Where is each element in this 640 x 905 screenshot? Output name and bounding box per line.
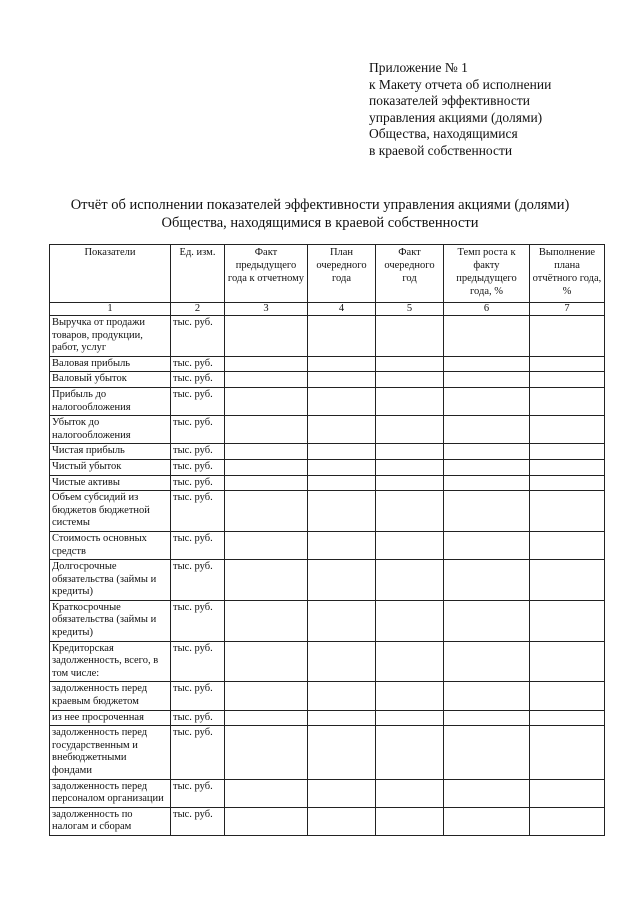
- value-cell[interactable]: [225, 316, 308, 357]
- value-cell[interactable]: [444, 459, 530, 475]
- value-cell[interactable]: [308, 682, 376, 710]
- value-cell[interactable]: [308, 779, 376, 807]
- table-row: [50, 807, 605, 835]
- value-cell[interactable]: [308, 560, 376, 601]
- column-number: 1: [50, 303, 171, 316]
- value-cell[interactable]: [308, 600, 376, 641]
- indicator-cell: Валовый убыток: [50, 372, 171, 388]
- unit-cell: тыс. руб.: [171, 491, 225, 532]
- value-cell[interactable]: [444, 475, 530, 491]
- value-cell[interactable]: [376, 807, 444, 835]
- table-row: [50, 491, 605, 532]
- indicator-cell: Выручка от продажи товаров, продукции, работ, услуг: [50, 316, 171, 357]
- value-cell[interactable]: [376, 600, 444, 641]
- appendix-line: Общества, находящимися: [369, 126, 518, 142]
- appendix-line: в краевой собственности: [369, 142, 513, 158]
- value-cell[interactable]: [444, 560, 530, 601]
- column-number: 7: [530, 303, 605, 316]
- table-row: [50, 372, 605, 388]
- value-cell[interactable]: [530, 491, 605, 532]
- value-cell[interactable]: [376, 531, 444, 559]
- value-cell[interactable]: [444, 387, 530, 415]
- value-cell[interactable]: [444, 726, 530, 779]
- value-cell[interactable]: [225, 726, 308, 779]
- value-cell[interactable]: [444, 682, 530, 710]
- table-row: [50, 416, 605, 444]
- value-cell[interactable]: [376, 682, 444, 710]
- value-cell[interactable]: [225, 459, 308, 475]
- value-cell[interactable]: [225, 475, 308, 491]
- header-fact: Факт очередного год: [376, 245, 444, 303]
- value-cell[interactable]: [530, 387, 605, 415]
- indicator-cell: Чистый убыток: [50, 459, 171, 475]
- value-cell[interactable]: [444, 416, 530, 444]
- table-body: [50, 303, 605, 836]
- value-cell[interactable]: [530, 682, 605, 710]
- value-cell[interactable]: [225, 491, 308, 532]
- value-cell[interactable]: [225, 372, 308, 388]
- table-row: [50, 641, 605, 682]
- value-cell[interactable]: [530, 459, 605, 475]
- header-indicator: Показатели: [50, 245, 171, 303]
- unit-cell: тыс. руб.: [171, 779, 225, 807]
- value-cell[interactable]: [308, 531, 376, 559]
- indicator-cell: задолженность перед персоналом организации: [50, 779, 171, 807]
- value-cell[interactable]: [225, 531, 308, 559]
- table-row: [50, 356, 605, 372]
- column-number-row: [50, 303, 605, 316]
- indicator-cell: Прибыль до налогообложения: [50, 387, 171, 415]
- value-cell[interactable]: [444, 372, 530, 388]
- indicator-cell: задолженность перед краевым бюджетом: [50, 682, 171, 710]
- column-number: 5: [376, 303, 444, 316]
- value-cell[interactable]: [376, 444, 444, 460]
- indicator-cell: Долгосрочные обязательства (займы и кредиты): [50, 560, 171, 601]
- value-cell[interactable]: [444, 641, 530, 682]
- unit-cell: тыс. руб.: [171, 316, 225, 357]
- indicators-table: [49, 244, 605, 836]
- report-title: [0, 196, 640, 232]
- value-cell[interactable]: [225, 682, 308, 710]
- header-unit: Ед. изм.: [171, 245, 225, 303]
- unit-cell: тыс. руб.: [171, 710, 225, 726]
- value-cell[interactable]: [376, 316, 444, 357]
- value-cell[interactable]: [530, 316, 605, 357]
- value-cell[interactable]: [308, 807, 376, 835]
- indicator-cell: задолженность по налогам и сборам: [50, 807, 171, 835]
- value-cell[interactable]: [376, 779, 444, 807]
- column-number: 3: [225, 303, 308, 316]
- column-number: 4: [308, 303, 376, 316]
- value-cell[interactable]: [225, 560, 308, 601]
- table-row: [50, 387, 605, 415]
- indicator-cell: Чистые активы: [50, 475, 171, 491]
- indicator-cell: задолженность перед государственным и внебюджетными фондами: [50, 726, 171, 779]
- indicator-cell: Убыток до налогообложения: [50, 416, 171, 444]
- table-header-row: [50, 245, 605, 303]
- unit-cell: тыс. руб.: [171, 641, 225, 682]
- value-cell[interactable]: [530, 475, 605, 491]
- value-cell[interactable]: [308, 416, 376, 444]
- value-cell[interactable]: [308, 387, 376, 415]
- table-row: [50, 726, 605, 779]
- unit-cell: тыс. руб.: [171, 475, 225, 491]
- table-row: [50, 682, 605, 710]
- table-row: [50, 560, 605, 601]
- value-cell[interactable]: [376, 491, 444, 532]
- unit-cell: тыс. руб.: [171, 560, 225, 601]
- indicator-cell: Валовая прибыль: [50, 356, 171, 372]
- value-cell[interactable]: [376, 726, 444, 779]
- value-cell[interactable]: [376, 475, 444, 491]
- appendix-line: Приложение № 1: [369, 60, 468, 75]
- table-row: [50, 475, 605, 491]
- value-cell[interactable]: [530, 779, 605, 807]
- appendix-line: к Макету отчета об исполнении: [369, 76, 552, 92]
- value-cell[interactable]: [530, 444, 605, 460]
- unit-cell: тыс. руб.: [171, 416, 225, 444]
- indicator-cell: Краткосрочные обязательства (займы и кредиты): [50, 600, 171, 641]
- value-cell[interactable]: [444, 807, 530, 835]
- unit-cell: тыс. руб.: [171, 682, 225, 710]
- unit-cell: тыс. руб.: [171, 387, 225, 415]
- value-cell[interactable]: [444, 779, 530, 807]
- unit-cell: тыс. руб.: [171, 459, 225, 475]
- value-cell[interactable]: [530, 600, 605, 641]
- value-cell[interactable]: [308, 316, 376, 357]
- value-cell[interactable]: [444, 531, 530, 559]
- appendix-note: [369, 60, 551, 160]
- value-cell[interactable]: [376, 416, 444, 444]
- indicator-cell: Чистая прибыль: [50, 444, 171, 460]
- value-cell[interactable]: [225, 444, 308, 460]
- unit-cell: тыс. руб.: [171, 600, 225, 641]
- table-row: [50, 600, 605, 641]
- value-cell[interactable]: [444, 316, 530, 357]
- table-row: [50, 710, 605, 726]
- table-row: [50, 459, 605, 475]
- value-cell[interactable]: [444, 491, 530, 532]
- column-number: 6: [444, 303, 530, 316]
- value-cell[interactable]: [308, 356, 376, 372]
- indicator-cell: из нее просроченная: [50, 710, 171, 726]
- unit-cell: тыс. руб.: [171, 531, 225, 559]
- value-cell[interactable]: [530, 641, 605, 682]
- header-plan-completion: Выполнение плана отчётного года, %: [530, 245, 605, 303]
- value-cell[interactable]: [530, 356, 605, 372]
- value-cell[interactable]: [530, 372, 605, 388]
- appendix-line: показателей эффективности: [369, 93, 530, 109]
- value-cell[interactable]: [444, 444, 530, 460]
- value-cell[interactable]: [308, 710, 376, 726]
- indicator-cell: Кредиторская задолженность, всего, в том числе:: [50, 641, 171, 682]
- column-number: 2: [171, 303, 225, 316]
- value-cell[interactable]: [225, 779, 308, 807]
- value-cell[interactable]: [308, 491, 376, 532]
- value-cell[interactable]: [225, 600, 308, 641]
- table-row: [50, 531, 605, 559]
- value-cell[interactable]: [376, 356, 444, 372]
- value-cell[interactable]: [225, 710, 308, 726]
- value-cell[interactable]: [308, 641, 376, 682]
- value-cell[interactable]: [530, 710, 605, 726]
- appendix-line: управления акциями (долями): [369, 109, 543, 125]
- table-row: [50, 316, 605, 357]
- unit-cell: тыс. руб.: [171, 444, 225, 460]
- value-cell[interactable]: [308, 475, 376, 491]
- value-cell[interactable]: [376, 560, 444, 601]
- header-prev-fact: Факт предыдущего года к отчетному: [225, 245, 308, 303]
- value-cell[interactable]: [308, 444, 376, 460]
- value-cell[interactable]: [225, 807, 308, 835]
- value-cell[interactable]: [376, 459, 444, 475]
- value-cell[interactable]: [444, 600, 530, 641]
- value-cell[interactable]: [530, 560, 605, 601]
- value-cell[interactable]: [444, 356, 530, 372]
- unit-cell: тыс. руб.: [171, 807, 225, 835]
- table-row: [50, 444, 605, 460]
- value-cell[interactable]: [530, 416, 605, 444]
- value-cell[interactable]: [376, 641, 444, 682]
- unit-cell: тыс. руб.: [171, 726, 225, 779]
- value-cell[interactable]: [444, 710, 530, 726]
- unit-cell: тыс. руб.: [171, 356, 225, 372]
- header-growth: Темп роста к факту предыдущего года, %: [444, 245, 530, 303]
- value-cell[interactable]: [308, 459, 376, 475]
- table-row: [50, 779, 605, 807]
- value-cell[interactable]: [376, 387, 444, 415]
- value-cell[interactable]: [376, 372, 444, 388]
- report-title-line-1: Отчёт об исполнении показателей эффективности управления акциями (долями): [70, 197, 570, 213]
- value-cell[interactable]: [530, 726, 605, 779]
- value-cell[interactable]: [308, 372, 376, 388]
- value-cell[interactable]: [376, 710, 444, 726]
- value-cell[interactable]: [225, 356, 308, 372]
- value-cell[interactable]: [530, 807, 605, 835]
- indicator-cell: Объем субсидий из бюджетов бюджетной системы: [50, 491, 171, 532]
- value-cell[interactable]: [308, 726, 376, 779]
- value-cell[interactable]: [530, 531, 605, 559]
- indicator-cell: Стоимость основных средств: [50, 531, 171, 559]
- header-plan: План очередного года: [308, 245, 376, 303]
- value-cell[interactable]: [225, 387, 308, 415]
- value-cell[interactable]: [225, 641, 308, 682]
- unit-cell: тыс. руб.: [171, 372, 225, 388]
- report-title-line-2: Общества, находящимися в краевой собственности: [161, 215, 479, 231]
- value-cell[interactable]: [225, 416, 308, 444]
